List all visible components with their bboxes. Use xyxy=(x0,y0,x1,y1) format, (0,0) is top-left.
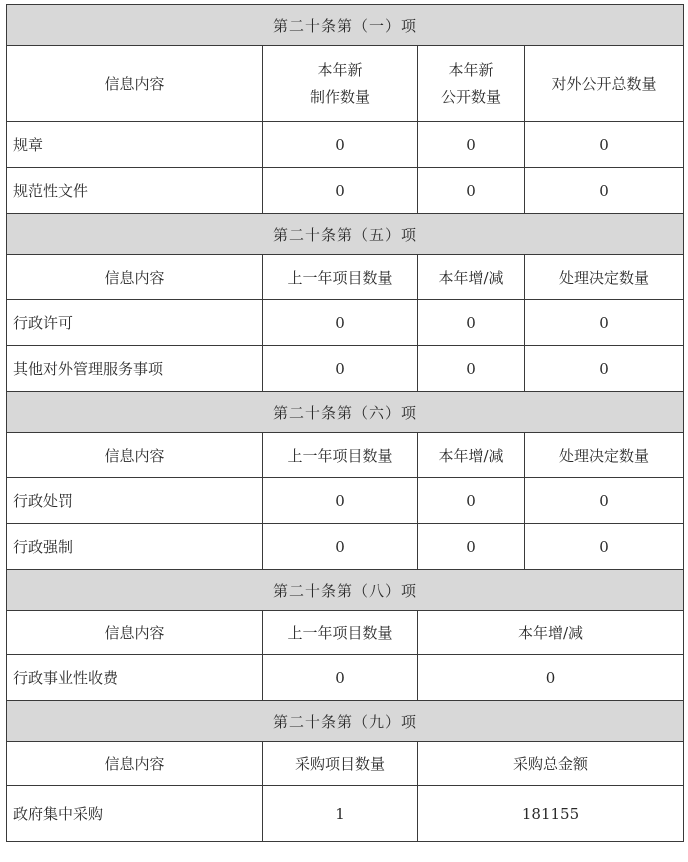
column-header: 上一年项目数量 xyxy=(263,433,418,478)
column-header: 采购项目数量 xyxy=(263,742,418,786)
cell-value: 0 xyxy=(263,300,418,346)
cell-value: 0 xyxy=(263,346,418,392)
cell-value: 0 xyxy=(418,122,525,168)
cell-value: 0 xyxy=(525,168,684,214)
cell-value: 0 xyxy=(263,122,418,168)
cell-value: 0 xyxy=(525,524,684,570)
column-header: 本年增/减 xyxy=(418,433,525,478)
section-4-header-row xyxy=(7,611,684,655)
section-title: 第二十条第（一）项 xyxy=(7,5,684,46)
section-title: 第二十条第（五）项 xyxy=(7,214,684,255)
column-header: 信息内容 xyxy=(7,742,263,786)
row-label: 行政处罚 xyxy=(7,478,263,524)
table-row xyxy=(7,168,684,214)
cell-value: 0 xyxy=(525,346,684,392)
cell-value: 0 xyxy=(525,122,684,168)
cell-value: 0 xyxy=(418,168,525,214)
cell-value: 0 xyxy=(418,478,525,524)
disclosure-table xyxy=(6,4,684,842)
column-header: 本年增/减 xyxy=(418,255,525,300)
cell-value: 181155 xyxy=(418,786,684,842)
cell-value: 0 xyxy=(525,300,684,346)
column-header: 本年新 公开数量 xyxy=(418,46,525,122)
cell-value: 0 xyxy=(525,478,684,524)
cell-value: 1 xyxy=(263,786,418,842)
column-header: 上一年项目数量 xyxy=(263,611,418,655)
table-row xyxy=(7,655,684,701)
section-title: 第二十条第（九）项 xyxy=(7,701,684,742)
section-2-header-row xyxy=(7,255,684,300)
cell-value: 0 xyxy=(418,346,525,392)
section-title: 第二十条第（八）项 xyxy=(7,570,684,611)
column-header: 信息内容 xyxy=(7,433,263,478)
column-header: 处理决定数量 xyxy=(525,433,684,478)
cell-value: 0 xyxy=(263,478,418,524)
table-row xyxy=(7,122,684,168)
column-header: 信息内容 xyxy=(7,611,263,655)
table-row xyxy=(7,786,684,842)
row-label: 行政强制 xyxy=(7,524,263,570)
section-5-header-row xyxy=(7,742,684,786)
column-header: 处理决定数量 xyxy=(525,255,684,300)
section-4-title-row xyxy=(7,570,684,611)
column-header: 上一年项目数量 xyxy=(263,255,418,300)
row-label: 规章 xyxy=(7,122,263,168)
row-label: 规范性文件 xyxy=(7,168,263,214)
cell-value: 0 xyxy=(263,168,418,214)
cell-value: 0 xyxy=(418,300,525,346)
section-title: 第二十条第（六）项 xyxy=(7,392,684,433)
table-row xyxy=(7,346,684,392)
section-2-title-row xyxy=(7,214,684,255)
cell-value: 0 xyxy=(263,524,418,570)
row-label: 其他对外管理服务事项 xyxy=(7,346,263,392)
table-row xyxy=(7,300,684,346)
cell-value: 0 xyxy=(418,524,525,570)
section-3-title-row xyxy=(7,392,684,433)
column-header: 本年新 制作数量 xyxy=(263,46,418,122)
table-row xyxy=(7,478,684,524)
cell-value: 0 xyxy=(263,655,418,701)
table-row xyxy=(7,524,684,570)
column-header: 本年增/减 xyxy=(418,611,684,655)
row-label: 政府集中采购 xyxy=(7,786,263,842)
section-1-title-row xyxy=(7,5,684,46)
section-5-title-row xyxy=(7,701,684,742)
cell-value: 0 xyxy=(418,655,684,701)
row-label: 行政事业性收费 xyxy=(7,655,263,701)
row-label: 行政许可 xyxy=(7,300,263,346)
column-header: 信息内容 xyxy=(7,255,263,300)
column-header: 采购总金额 xyxy=(418,742,684,786)
column-header: 信息内容 xyxy=(7,46,263,122)
section-3-header-row xyxy=(7,433,684,478)
section-1-header-row xyxy=(7,46,684,122)
column-header: 对外公开总数量 xyxy=(525,46,684,122)
